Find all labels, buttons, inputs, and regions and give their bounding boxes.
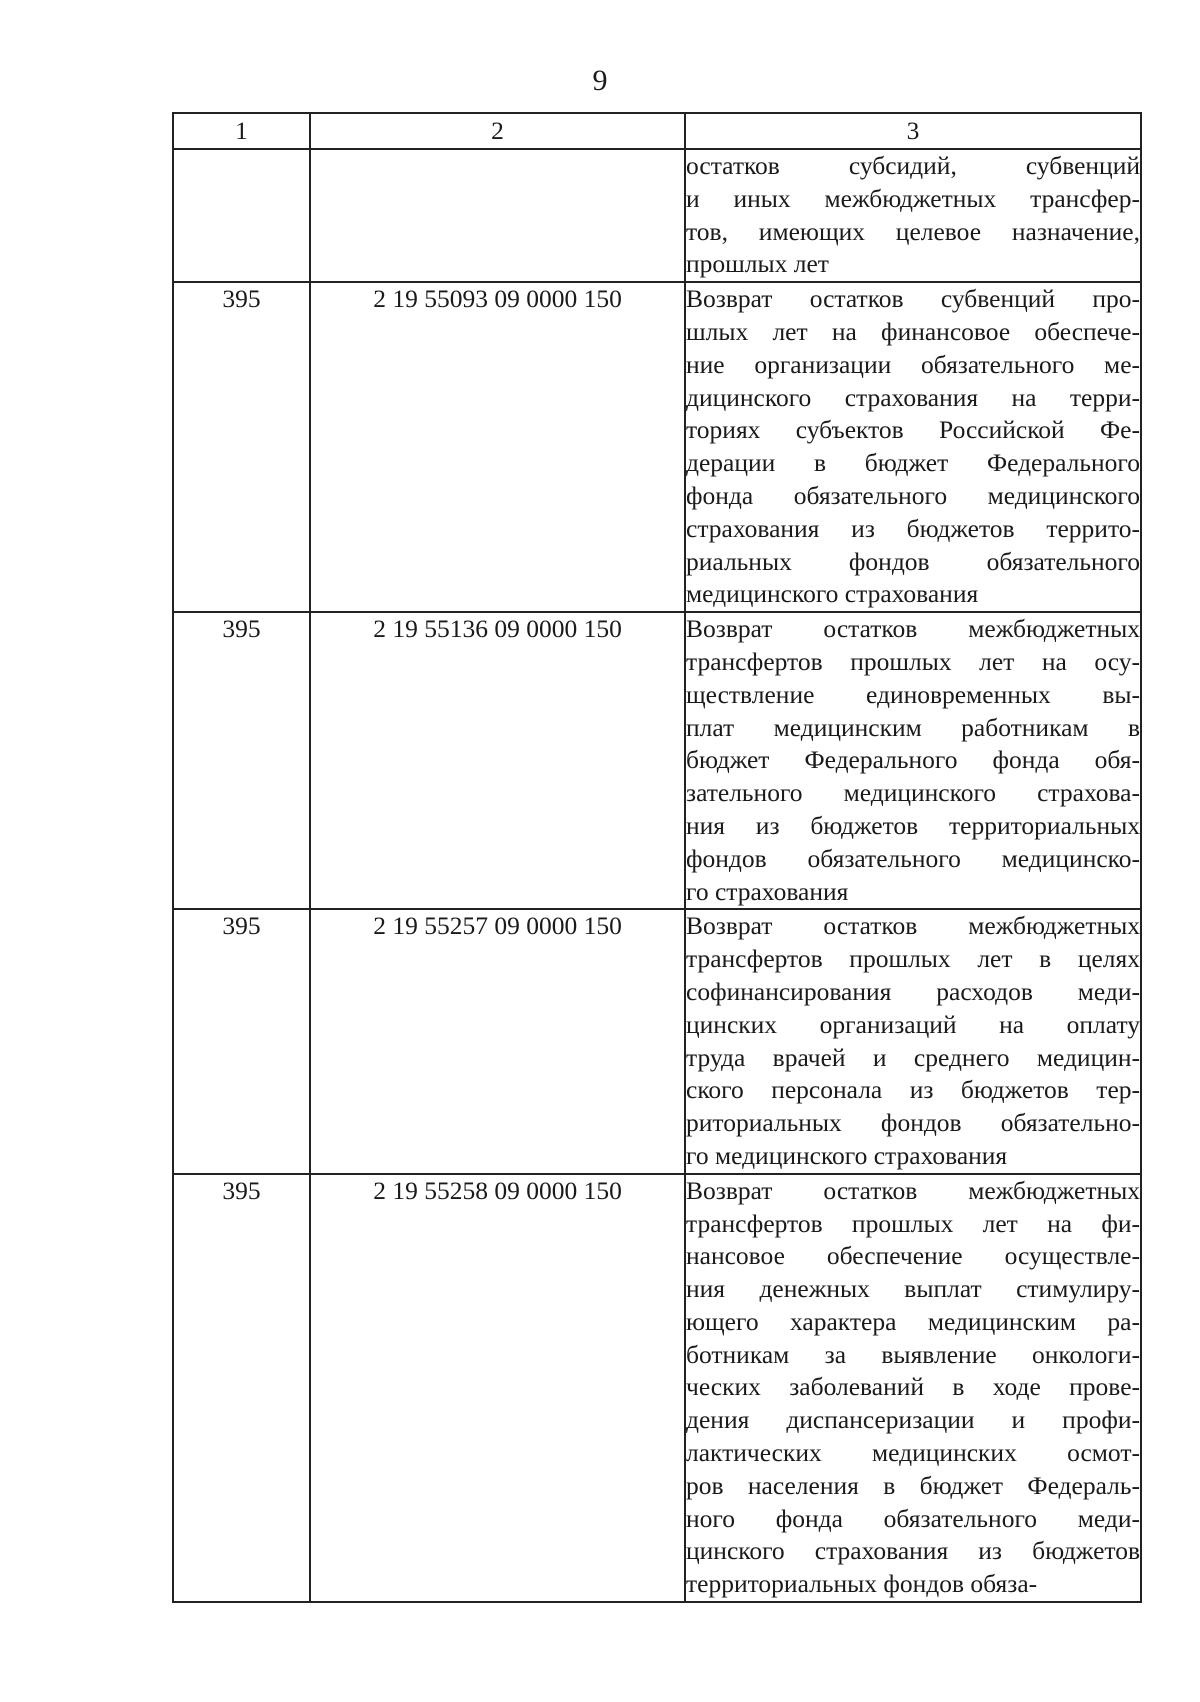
description-line: риальных фондов обязательного <box>686 546 1140 576</box>
description-line: страхования из бюджетов террито- <box>686 513 1140 543</box>
description-line: ществление единовременных вы- <box>686 679 1140 709</box>
row-chapter-number: 395 <box>173 909 310 1173</box>
description-line: фондов обязательного медицинско- <box>686 843 1140 873</box>
row-description <box>685 1174 1141 1602</box>
column-header-2: 2 <box>310 113 685 149</box>
description-line: ного фонда обязательного меди- <box>686 1503 1140 1533</box>
description-line: Возврат остатков межбюджетных <box>686 911 1140 941</box>
table-row <box>173 149 1141 282</box>
row-budget-code: 2 19 55136 09 0000 150 <box>310 612 685 909</box>
description-line: софинансирования расходов меди- <box>686 976 1140 1006</box>
row-description <box>685 282 1141 612</box>
row-description <box>685 909 1141 1173</box>
description-line: трансфертов прошлых лет на фи- <box>686 1208 1140 1238</box>
row-chapter-number: 395 <box>173 612 310 909</box>
description-line: го медицинского страхования <box>686 1140 1008 1170</box>
description-line: зательного медицинского страхова- <box>686 778 1140 808</box>
description-line: бюджет Федерального фонда обя- <box>686 745 1140 775</box>
table-row <box>173 282 1141 612</box>
description-line: ского персонала из бюджетов тер- <box>686 1075 1140 1105</box>
description-line: ров населения в бюджет Федераль- <box>686 1470 1140 1500</box>
description-line: ческих заболеваний в ходе прове- <box>686 1372 1140 1402</box>
column-header-1: 1 <box>173 113 310 149</box>
description-line: Возврат остатков межбюджетных <box>686 614 1140 644</box>
description-line: ботникам за выявление онкологи- <box>686 1339 1140 1369</box>
row-chapter-number <box>173 149 310 282</box>
row-budget-code <box>310 149 685 282</box>
description-line: плат медицинским работникам в <box>686 712 1140 742</box>
description-line: фонда обязательного медицинского <box>686 480 1140 510</box>
table-row <box>173 612 1141 909</box>
row-chapter-number: 395 <box>173 1174 310 1602</box>
row-description <box>685 149 1141 282</box>
description-line: медицинского страхования <box>686 579 979 609</box>
description-line: го страхования <box>686 876 849 906</box>
description-line: шлых лет на финансовое обеспече- <box>686 316 1140 346</box>
row-budget-code: 2 19 55257 09 0000 150 <box>310 909 685 1173</box>
description-line: трансфертов прошлых лет на осу- <box>686 646 1140 676</box>
description-line: ющего характера медицинским ра- <box>686 1306 1140 1336</box>
table-header-row <box>173 113 1141 149</box>
description-line: ния из бюджетов территориальных <box>686 810 1140 840</box>
description-line: риториальных фондов обязательно- <box>686 1108 1140 1138</box>
row-budget-code: 2 19 55258 09 0000 150 <box>310 1174 685 1602</box>
description-line: цинских организаций на оплату <box>686 1009 1140 1039</box>
description-line: остатков субсидий, субвенций <box>686 151 1140 180</box>
description-line: прошлых лет <box>686 249 829 279</box>
description-line: цинского страхования из бюджетов <box>686 1536 1140 1566</box>
description-line: нансовое обеспечение осуществле- <box>686 1241 1140 1271</box>
description-line: территориальных фондов обяза- <box>686 1569 1038 1599</box>
table-row <box>173 909 1141 1173</box>
description-line: дицинского страхования на терри- <box>686 382 1140 412</box>
description-line: трансфертов прошлых лет в целях <box>686 944 1140 974</box>
description-line: Возврат остатков межбюджетных <box>686 1175 1140 1205</box>
description-line: лактических медицинских осмот- <box>686 1438 1140 1468</box>
description-line: Возврат остатков субвенций про- <box>686 284 1140 314</box>
description-line: и иных межбюджетных трансфер- <box>686 183 1140 213</box>
row-description <box>685 612 1141 909</box>
description-line: дения диспансеризации и профи- <box>686 1405 1140 1435</box>
description-line: ние организации обязательного ме- <box>686 349 1140 379</box>
page-number: 9 <box>592 64 608 97</box>
description-line: дерации в бюджет Федерального <box>686 448 1140 478</box>
description-line: ториях субъектов Российской Фе- <box>686 415 1140 445</box>
row-chapter-number: 395 <box>173 282 310 612</box>
row-budget-code: 2 19 55093 09 0000 150 <box>310 282 685 612</box>
table-row <box>173 1174 1141 1602</box>
description-line: труда врачей и среднего медицин- <box>686 1042 1140 1072</box>
description-line: тов, имеющих целевое назначение, <box>686 216 1140 246</box>
table-body <box>173 113 1141 1602</box>
column-header-3: 3 <box>685 113 1141 149</box>
budget-codes-table <box>172 112 1142 1603</box>
description-line: ния денежных выплат стимулиру- <box>686 1274 1140 1304</box>
